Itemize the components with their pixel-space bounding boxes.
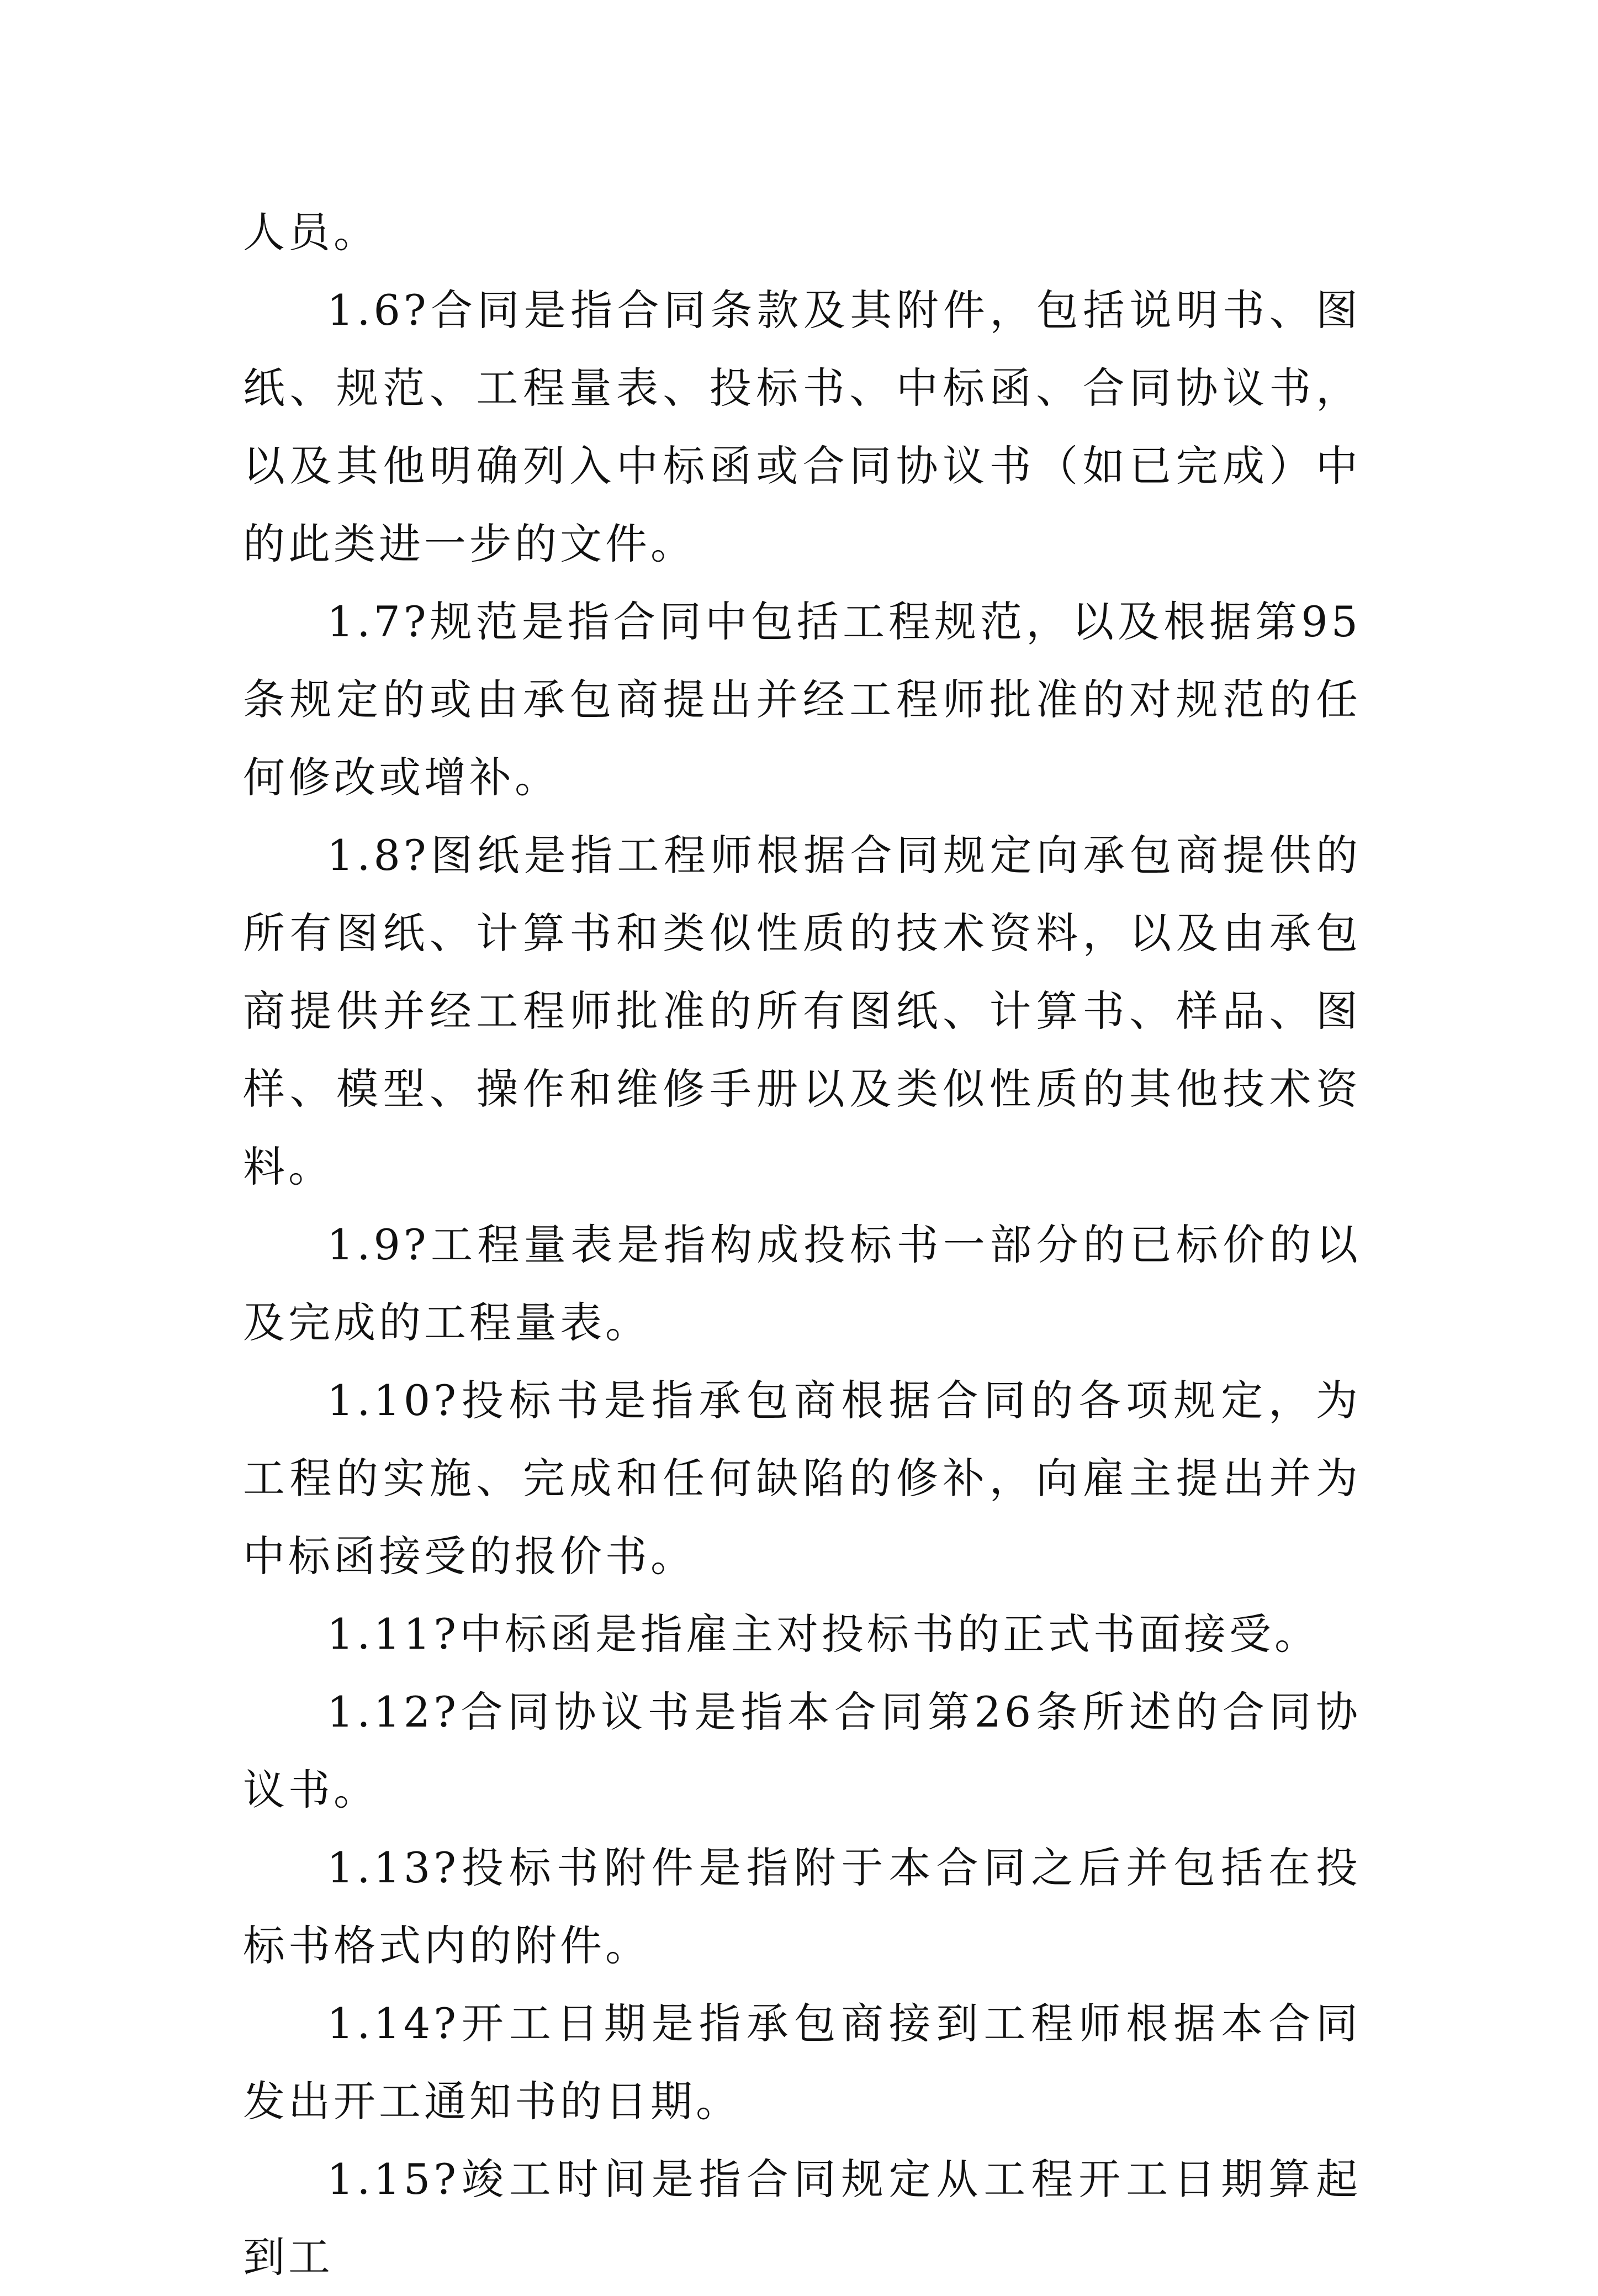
paragraph-clause-1-8: 1.8?图纸是指工程师根据合同规定向承包商提供的所有图纸、计算书和类似性质的技术资料，以及由承包商提供并经工程师批准的所有图纸、计算书、样品、图样、模型、操作和维修手册以及类似性质的其他技术资料。 <box>243 831 1361 1191</box>
paragraph-continuation: 人员。 <box>243 208 379 257</box>
paragraph-clause-1-9: 1.9?工程量表是指构成投标书一部分的已标价的以及完成的工程量表。 <box>243 1220 1361 1347</box>
document-body <box>243 193 1361 2296</box>
paragraph-clause-1-10: 1.10?投标书是指承包商根据合同的各项规定，为工程的实施、完成和任何缺陷的修补，向雇主提出并为中标函接受的报价书。 <box>243 1376 1361 1581</box>
paragraph-clause-1-13: 1.13?投标书附件是指附于本合同之后并包括在投标书格式内的附件。 <box>243 1843 1361 1970</box>
paragraph-clause-1-7: 1.7?规范是指合同中包括工程规范，以及根据第95条规定的或由承包商提出并经工程师批准的对规范的任何修改或增补。 <box>243 597 1361 802</box>
paragraph-clause-1-12: 1.12?合同协议书是指本合同第26条所述的合同协议书。 <box>243 1687 1361 1814</box>
paragraph-clause-1-11: 1.11?中标函是指雇主对投标书的正式书面接受。 <box>327 1609 1320 1659</box>
paragraph-clause-1-14: 1.14?开工日期是指承包商接到工程师根据本合同发出开工通知书的日期。 <box>243 1999 1361 2126</box>
paragraph-clause-1-15: 1.15?竣工时间是指合同规定从工程开工日期算起到工 <box>243 2155 1361 2282</box>
paragraph-clause-1-6: 1.6?合同是指合同条款及其附件，包括说明书、图纸、规范、工程量表、投标书、中标函、合同协议书，以及其他明确列入中标函或合同协议书（如已完成）中的此类进一步的文件。 <box>243 286 1361 568</box>
